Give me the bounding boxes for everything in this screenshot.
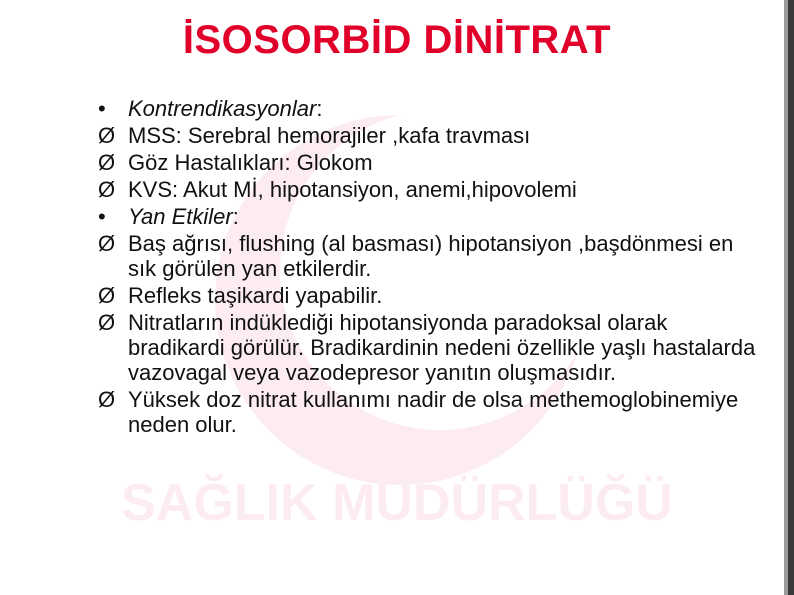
watermark-text: SAĞLIK MÜDÜRLÜĞÜ [121,474,673,532]
list-item-suffix: : [316,96,323,121]
list-item-text: Yüksek doz nitrat kullanımı nadir de olsa methemoglobinemiye neden olur. [128,387,739,437]
bullet-marker: • [98,204,106,229]
list-item-side-effects [98,204,758,229]
list-item-text: KVS: Akut Mİ, hipotansiyon, anemi,hipovolemi [128,177,577,202]
list-item-text: Baş ağrısı, flushing (al basması) hipotansiyon ,başdönmesi en sık görülen yan etkilerdir. [128,231,734,281]
right-frame-border [788,0,794,595]
arrow-bullet-marker: Ø [98,150,116,175]
list-item-text: Göz Hastalıkları: Glokom [128,150,373,175]
arrow-bullet-marker: Ø [98,283,116,308]
list-item [98,231,758,281]
list-item-suffix: : [232,204,239,229]
slide-title: İSOSORBİD DİNİTRAT [182,18,612,62]
list-item [98,177,758,202]
list-item-text: Kontrendikasyonlar [128,96,317,121]
list-item [98,310,758,385]
list-item [98,283,758,308]
arrow-bullet-marker: Ø [98,123,116,148]
list-item-text: MSS: Serebral hemorajiler ,kafa travması [128,123,531,148]
list-item-text: Yan Etkiler [128,204,233,229]
bullet-list [98,96,758,437]
arrow-bullet-marker: Ø [98,177,116,202]
arrow-bullet-marker: Ø [98,310,116,335]
list-item-contraindications [98,96,758,121]
bullet-marker: • [98,96,106,121]
list-item-text: Refleks taşikardi yapabilir. [128,283,383,308]
list-item-text: Nitratların indüklediği hipotansiyonda paradoksal olarak bradikardi görülür. Bradikardinin nedeni özellikle yaşlı hastalarda vazovagal veya vazodepresor yanıtın oluşmasıdır. [128,310,756,385]
arrow-bullet-marker: Ø [98,231,116,256]
list-item [98,387,758,437]
list-item [98,123,758,148]
list-item [98,150,758,175]
arrow-bullet-marker: Ø [98,387,116,412]
